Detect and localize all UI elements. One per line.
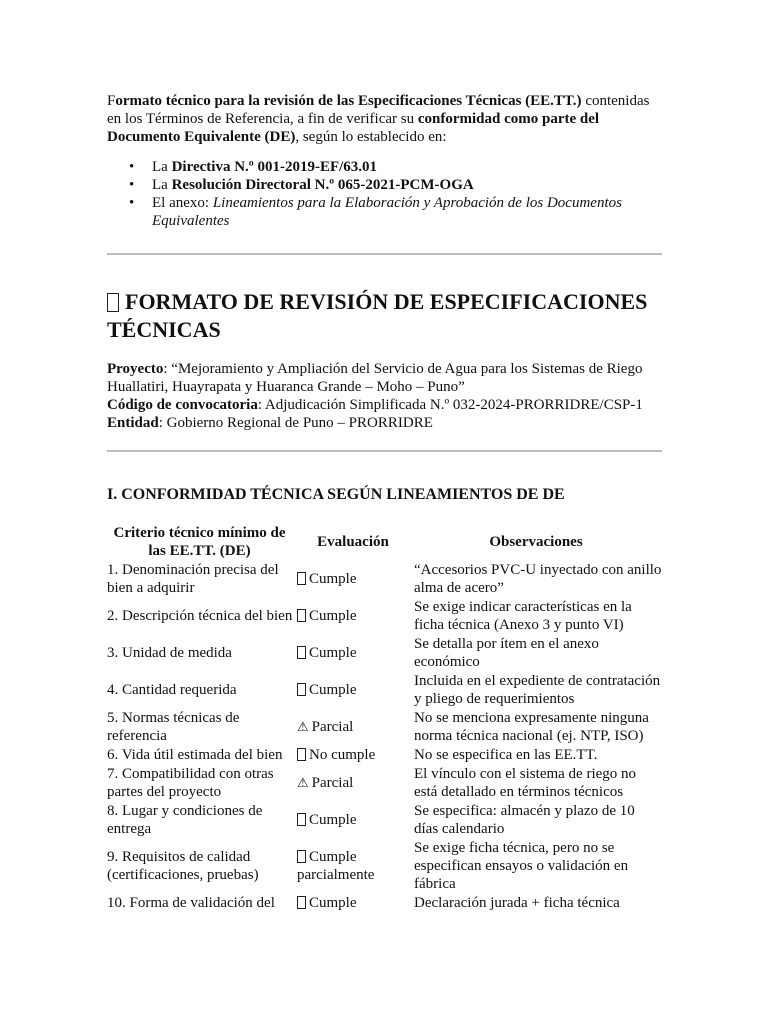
evaluation-cell <box>296 894 414 913</box>
warning-icon: ⚠ <box>297 719 309 735</box>
intro-first-letter: F <box>107 93 116 109</box>
checkbox-icon <box>297 896 306 909</box>
checkbox-icon <box>297 813 306 826</box>
evaluation-cell <box>296 635 414 672</box>
criteria-table <box>107 524 662 913</box>
page-title: FORMATO DE REVISIÓN DE ESPECIFICACIONES TÉCNICAS <box>107 289 648 342</box>
evaluation-cell <box>296 672 414 709</box>
criterion-cell: 2. Descripción técnica del bien <box>107 608 293 624</box>
reference-item: • La Resolución Directoral N.º 065-2021-PCM-OGA <box>129 177 474 193</box>
checkbox-icon <box>297 850 306 863</box>
evaluation-cell <box>296 802 414 839</box>
observation-cell: Se exige ficha técnica, pero no se especifican ensayos o validación en fábrica <box>414 840 629 892</box>
table-row <box>107 802 662 839</box>
evaluation-label: Cumple <box>309 812 357 828</box>
table-row <box>107 561 662 598</box>
project-metadata <box>107 360 662 432</box>
intro-text-2: , según lo establecido en: <box>295 129 447 145</box>
evaluation-cell <box>296 598 414 635</box>
table-row <box>107 765 662 802</box>
checkbox-icon <box>297 609 306 622</box>
table-header-row <box>107 524 662 561</box>
observation-cell: Se exige indicar características en la ficha técnica (Anexo 3 y punto VI) <box>414 599 632 633</box>
observation-cell: Se detalla por ítem en el anexo económico <box>414 636 599 670</box>
intro-paragraph <box>107 92 662 146</box>
criterion-cell: 6. Vida útil estimada del bien <box>107 747 283 763</box>
table-row <box>107 672 662 709</box>
column-header-observations: Observaciones <box>489 534 583 550</box>
criterion-cell: 9. Requisitos de calidad (certificaciones, pruebas) <box>107 849 259 883</box>
observation-cell: Declaración jurada + ficha técnica <box>414 895 620 911</box>
entity-line: Entidad: Gobierno Regional de Puno – PRORRIDRE <box>107 415 433 431</box>
table-row <box>107 894 662 913</box>
bullet-icon: • <box>129 195 135 211</box>
column-header-evaluation: Evaluación <box>317 534 389 550</box>
table-row <box>107 635 662 672</box>
evaluation-label: Parcial <box>311 774 354 791</box>
document-page <box>107 92 662 911</box>
criterion-cell: 5. Normas técnicas de referencia <box>107 710 240 744</box>
evaluation-label: Cumple <box>309 895 357 911</box>
evaluation-cell <box>296 709 414 746</box>
warning-icon: ⚠ <box>297 775 309 791</box>
project-line: Proyecto: “Mejoramiento y Ampliación del Servicio de Agua para los Sistemas de Riego Huallatiri, Huayrapata y Huaranca Grande – Moho – Puno” <box>107 361 643 395</box>
criterion-cell: 8. Lugar y condiciones de entrega <box>107 803 263 837</box>
reference-item: • El anexo: Lineamientos para la Elaboración y Aprobación de los Documentos Equivalentes <box>129 195 622 229</box>
checkbox-icon <box>297 748 306 761</box>
criterion-cell: 3. Unidad de medida <box>107 645 232 661</box>
evaluation-label: Cumple <box>309 645 357 661</box>
bullet-icon: • <box>129 177 135 193</box>
evaluation-label: Cumple parcialmente <box>297 849 375 883</box>
divider <box>107 253 662 255</box>
checkbox-icon <box>297 683 306 696</box>
column-header-criterion: Criterio técnico mínimo de las EE.TT. (DE) <box>113 525 286 559</box>
criterion-cell: 1. Denominación precisa del bien a adquirir <box>107 562 279 596</box>
table-row <box>107 709 662 746</box>
checkbox-icon <box>297 646 306 659</box>
evaluation-cell <box>296 765 414 802</box>
clipboard-icon <box>107 293 119 312</box>
evaluation-label: Cumple <box>309 682 357 698</box>
divider <box>107 450 662 452</box>
reference-list <box>107 158 662 230</box>
evaluation-label: Parcial <box>311 718 354 735</box>
intro-text-1: contenidas en los Términos de Referencia, a fin de verificar su <box>107 93 650 127</box>
evaluation-cell <box>296 839 414 894</box>
bullet-icon: • <box>129 159 135 175</box>
intro-bold-1: ormato técnico para la revisión de las Especificaciones Técnicas (EE.TT.) <box>115 93 582 109</box>
intro-bold-2: conformidad como parte del Documento Equivalente (DE) <box>107 111 600 145</box>
section-heading: I. CONFORMIDAD TÉCNICA SEGÚN LINEAMIENTOS DE DE <box>107 486 565 503</box>
criterion-cell: 10. Forma de validación del <box>107 895 275 911</box>
evaluation-cell <box>296 561 414 598</box>
evaluation-label: Cumple <box>309 608 357 624</box>
observation-cell: “Accesorios PVC-U inyectado con anillo alma de acero” <box>414 562 662 596</box>
evaluation-label: No cumple <box>309 747 376 763</box>
evaluation-label: Cumple <box>309 571 357 587</box>
criterion-cell: 4. Cantidad requerida <box>107 682 237 698</box>
criterion-cell: 7. Compatibilidad con otras partes del proyecto <box>107 766 274 800</box>
code-line: Código de convocatoria: Adjudicación Simplificada N.º 032-2024-PRORRIDRE/CSP-1 <box>107 397 643 413</box>
table-row <box>107 746 662 765</box>
observation-cell: No se especifica en las EE.TT. <box>414 747 598 763</box>
observation-cell: Se especifica: almacén y plazo de 10 días calendario <box>414 803 635 837</box>
table-row <box>107 839 662 894</box>
observation-cell: No se menciona expresamente ninguna norma técnica nacional (ej. NTP, ISO) <box>414 710 649 744</box>
checkbox-icon <box>297 572 306 585</box>
table-row <box>107 598 662 635</box>
evaluation-cell <box>296 746 414 765</box>
observation-cell: Incluida en el expediente de contratación y pliego de requerimientos <box>414 673 661 707</box>
observation-cell: El vínculo con el sistema de riego no está detallado en términos técnicos <box>414 766 637 800</box>
reference-item: • La Directiva N.º 001-2019-EF/63.01 <box>129 159 378 175</box>
